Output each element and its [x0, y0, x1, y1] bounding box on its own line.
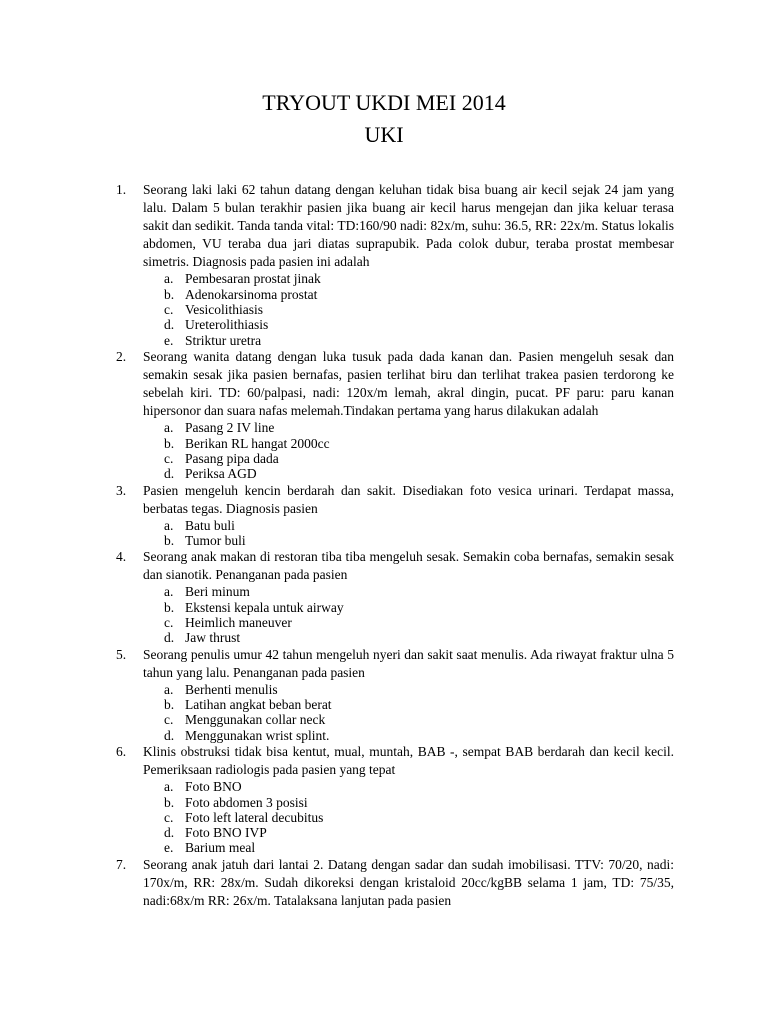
- answer-options: [0, 518, 768, 549]
- option-letter: c.: [164, 712, 174, 728]
- answer-options: [0, 779, 768, 855]
- option-letter: a.: [164, 420, 174, 436]
- option-text: Berikan RL hangat 2000cc: [185, 435, 330, 451]
- option-text: Heimlich maneuver: [185, 615, 292, 631]
- question-number: 2.: [116, 348, 127, 364]
- option-text: Striktur uretra: [185, 332, 262, 348]
- answer-option: [0, 451, 768, 466]
- answer-option: [0, 333, 768, 348]
- option-letter: c.: [164, 809, 174, 825]
- question-text: Pasien mengeluh kencin berdarah dan sakit. Disediakan foto vesica urinari. Terdapat massa, berbatas tegas. Diagnosis pasien: [143, 482, 674, 516]
- option-letter: e.: [164, 332, 174, 348]
- option-text: Adenokarsinoma prostat: [185, 286, 318, 302]
- answer-option: [0, 584, 768, 599]
- option-letter: b.: [164, 794, 175, 810]
- option-letter: d.: [164, 825, 175, 841]
- question-text: Seorang wanita datang dengan luka tusuk pada dada kanan dan. Pasien mengeluh sesak dan semakin sesak jika pasien bernafas, pasien terlihat biru dan terlihat trakea pasien terdorong ke sebelah kiri. TD: 60/palpasi, nadi: 120x/m lemah, akral dingin, pucat. PF paru: paru kanan hipersonor dan suara nafas melemah.Tindakan pertama yang harus dilakukan adalah: [143, 348, 674, 419]
- option-text: Foto left lateral decubitus: [185, 809, 324, 825]
- document-title: TRYOUT UKDI MEI 2014: [262, 90, 506, 115]
- answer-option: [0, 810, 768, 825]
- option-text: Beri minum: [185, 584, 250, 600]
- question-item: [0, 646, 768, 743]
- answer-option: [0, 712, 768, 727]
- option-letter: c.: [164, 615, 174, 631]
- question-text: Klinis obstruksi tidak bisa kentut, mual, muntah, BAB -, sempat BAB berdarah dan kecil kecil. Pemeriksaan radiologis pada pasien yang tepat: [143, 744, 674, 778]
- option-letter: a.: [164, 271, 174, 287]
- question-list: [0, 181, 768, 910]
- option-letter: a.: [164, 681, 174, 697]
- question-item: [0, 548, 768, 645]
- answer-option: [0, 287, 768, 302]
- option-letter: a.: [164, 517, 174, 533]
- answer-option: [0, 600, 768, 615]
- answer-option: [0, 779, 768, 794]
- option-letter: b.: [164, 286, 175, 302]
- option-text: Vesicolithiasis: [185, 302, 263, 318]
- answer-option: [0, 317, 768, 332]
- option-text: Batu buli: [185, 517, 235, 533]
- answer-option: [0, 630, 768, 645]
- answer-option: [0, 682, 768, 697]
- option-text: Menggunakan collar neck: [185, 712, 326, 728]
- option-letter: d.: [164, 727, 175, 743]
- question-number: 1.: [116, 182, 127, 197]
- answer-options: [0, 420, 768, 481]
- option-letter: b.: [164, 435, 175, 451]
- question-item: [0, 348, 768, 482]
- answer-option: [0, 697, 768, 712]
- answer-options: [0, 682, 768, 743]
- question-item: [0, 482, 768, 549]
- option-letter: c.: [164, 302, 174, 318]
- option-text: Pembesaran prostat jinak: [185, 271, 321, 287]
- question-item: [0, 181, 768, 348]
- option-text: Menggunakan wrist splint.: [185, 727, 330, 743]
- answer-options: [0, 271, 768, 347]
- answer-option: [0, 518, 768, 533]
- question-number: 7.: [116, 856, 127, 872]
- answer-option: [0, 795, 768, 810]
- option-text: Foto BNO IVP: [185, 825, 267, 841]
- option-letter: b.: [164, 697, 175, 713]
- answer-option: [0, 420, 768, 435]
- question-item: [0, 743, 768, 856]
- answer-option: [0, 533, 768, 548]
- option-letter: d.: [164, 466, 175, 482]
- option-text: Ekstensi kepala untuk airway: [185, 599, 344, 615]
- option-text: Latihan angkat beban berat: [185, 697, 332, 713]
- option-letter: b.: [164, 533, 175, 548]
- question-text: Seorang penulis umur 42 tahun mengeluh nyeri dan sakit saat menulis. Ada riwayat fraktur ulna 5 tahun yang lalu. Penanganan pada pasien: [143, 646, 674, 680]
- answer-option: [0, 728, 768, 743]
- question-number: 4.: [116, 549, 127, 565]
- option-letter: e.: [164, 840, 174, 856]
- option-text: Foto BNO: [185, 779, 242, 795]
- option-text: Barium meal: [185, 840, 256, 856]
- answer-option: [0, 825, 768, 840]
- option-text: Foto abdomen 3 posisi: [185, 794, 308, 810]
- answer-option: [0, 466, 768, 481]
- option-letter: a.: [164, 584, 174, 600]
- answer-option: [0, 302, 768, 317]
- option-letter: a.: [164, 779, 174, 795]
- question-text: Seorang anak makan di restoran tiba tiba mengeluh sesak. Semakin coba bernafas, semakin sesak dan sianotik. Penanganan pada pasien: [143, 549, 674, 583]
- question-number: 5.: [116, 646, 127, 662]
- option-letter: b.: [164, 599, 175, 615]
- answer-option: [0, 840, 768, 855]
- option-text: Tumor buli: [185, 533, 246, 548]
- option-text: Berhenti menulis: [185, 681, 278, 697]
- answer-option: [0, 436, 768, 451]
- option-text: Pasang pipa dada: [185, 450, 279, 466]
- answer-option: [0, 271, 768, 286]
- answer-option: [0, 615, 768, 630]
- question-text: Seorang anak jatuh dari lantai 2. Datang dengan sadar dan sudah imobilisasi. TTV: 70/20, nadi: 170x/m, RR: 28x/m. Sudah dikoreksi dengan kristaloid 20cc/kgBB selama 1 jam, TD: 75/35, nadi:68x/m RR: 26x/m. Tatalaksana lanjutan pada pasien: [143, 856, 674, 908]
- document-subtitle: UKI: [364, 122, 404, 147]
- option-letter: c.: [164, 450, 174, 466]
- question-number: 6.: [116, 744, 127, 760]
- option-text: Pasang 2 IV line: [185, 420, 275, 436]
- answer-options: [0, 584, 768, 645]
- option-text: Ureterolithiasis: [185, 317, 269, 333]
- option-letter: d.: [164, 630, 175, 646]
- option-letter: d.: [164, 317, 175, 333]
- option-text: Periksa AGD: [185, 466, 257, 482]
- option-text: Jaw thrust: [185, 630, 241, 646]
- question-number: 3.: [116, 482, 127, 498]
- question-text: Seorang laki laki 62 tahun datang dengan keluhan tidak bisa buang air kecil sejak 24 jam yang lalu. Dalam 5 bulan terakhir pasien jika buang air kecil harus mengejan dan jika keluar terasa sakit dan sedikit. Tanda tanda vital: TD:160/90 nadi: 82x/m, suhu: 36.5, RR: 22x/m. Status lokalis abdomen, VU teraba dua jari diatas suprapubik. Pada colok dubur, teraba prostat membesar simetris. Diagnosis pada pasien ini adalah: [143, 182, 674, 270]
- question-item: [0, 856, 768, 910]
